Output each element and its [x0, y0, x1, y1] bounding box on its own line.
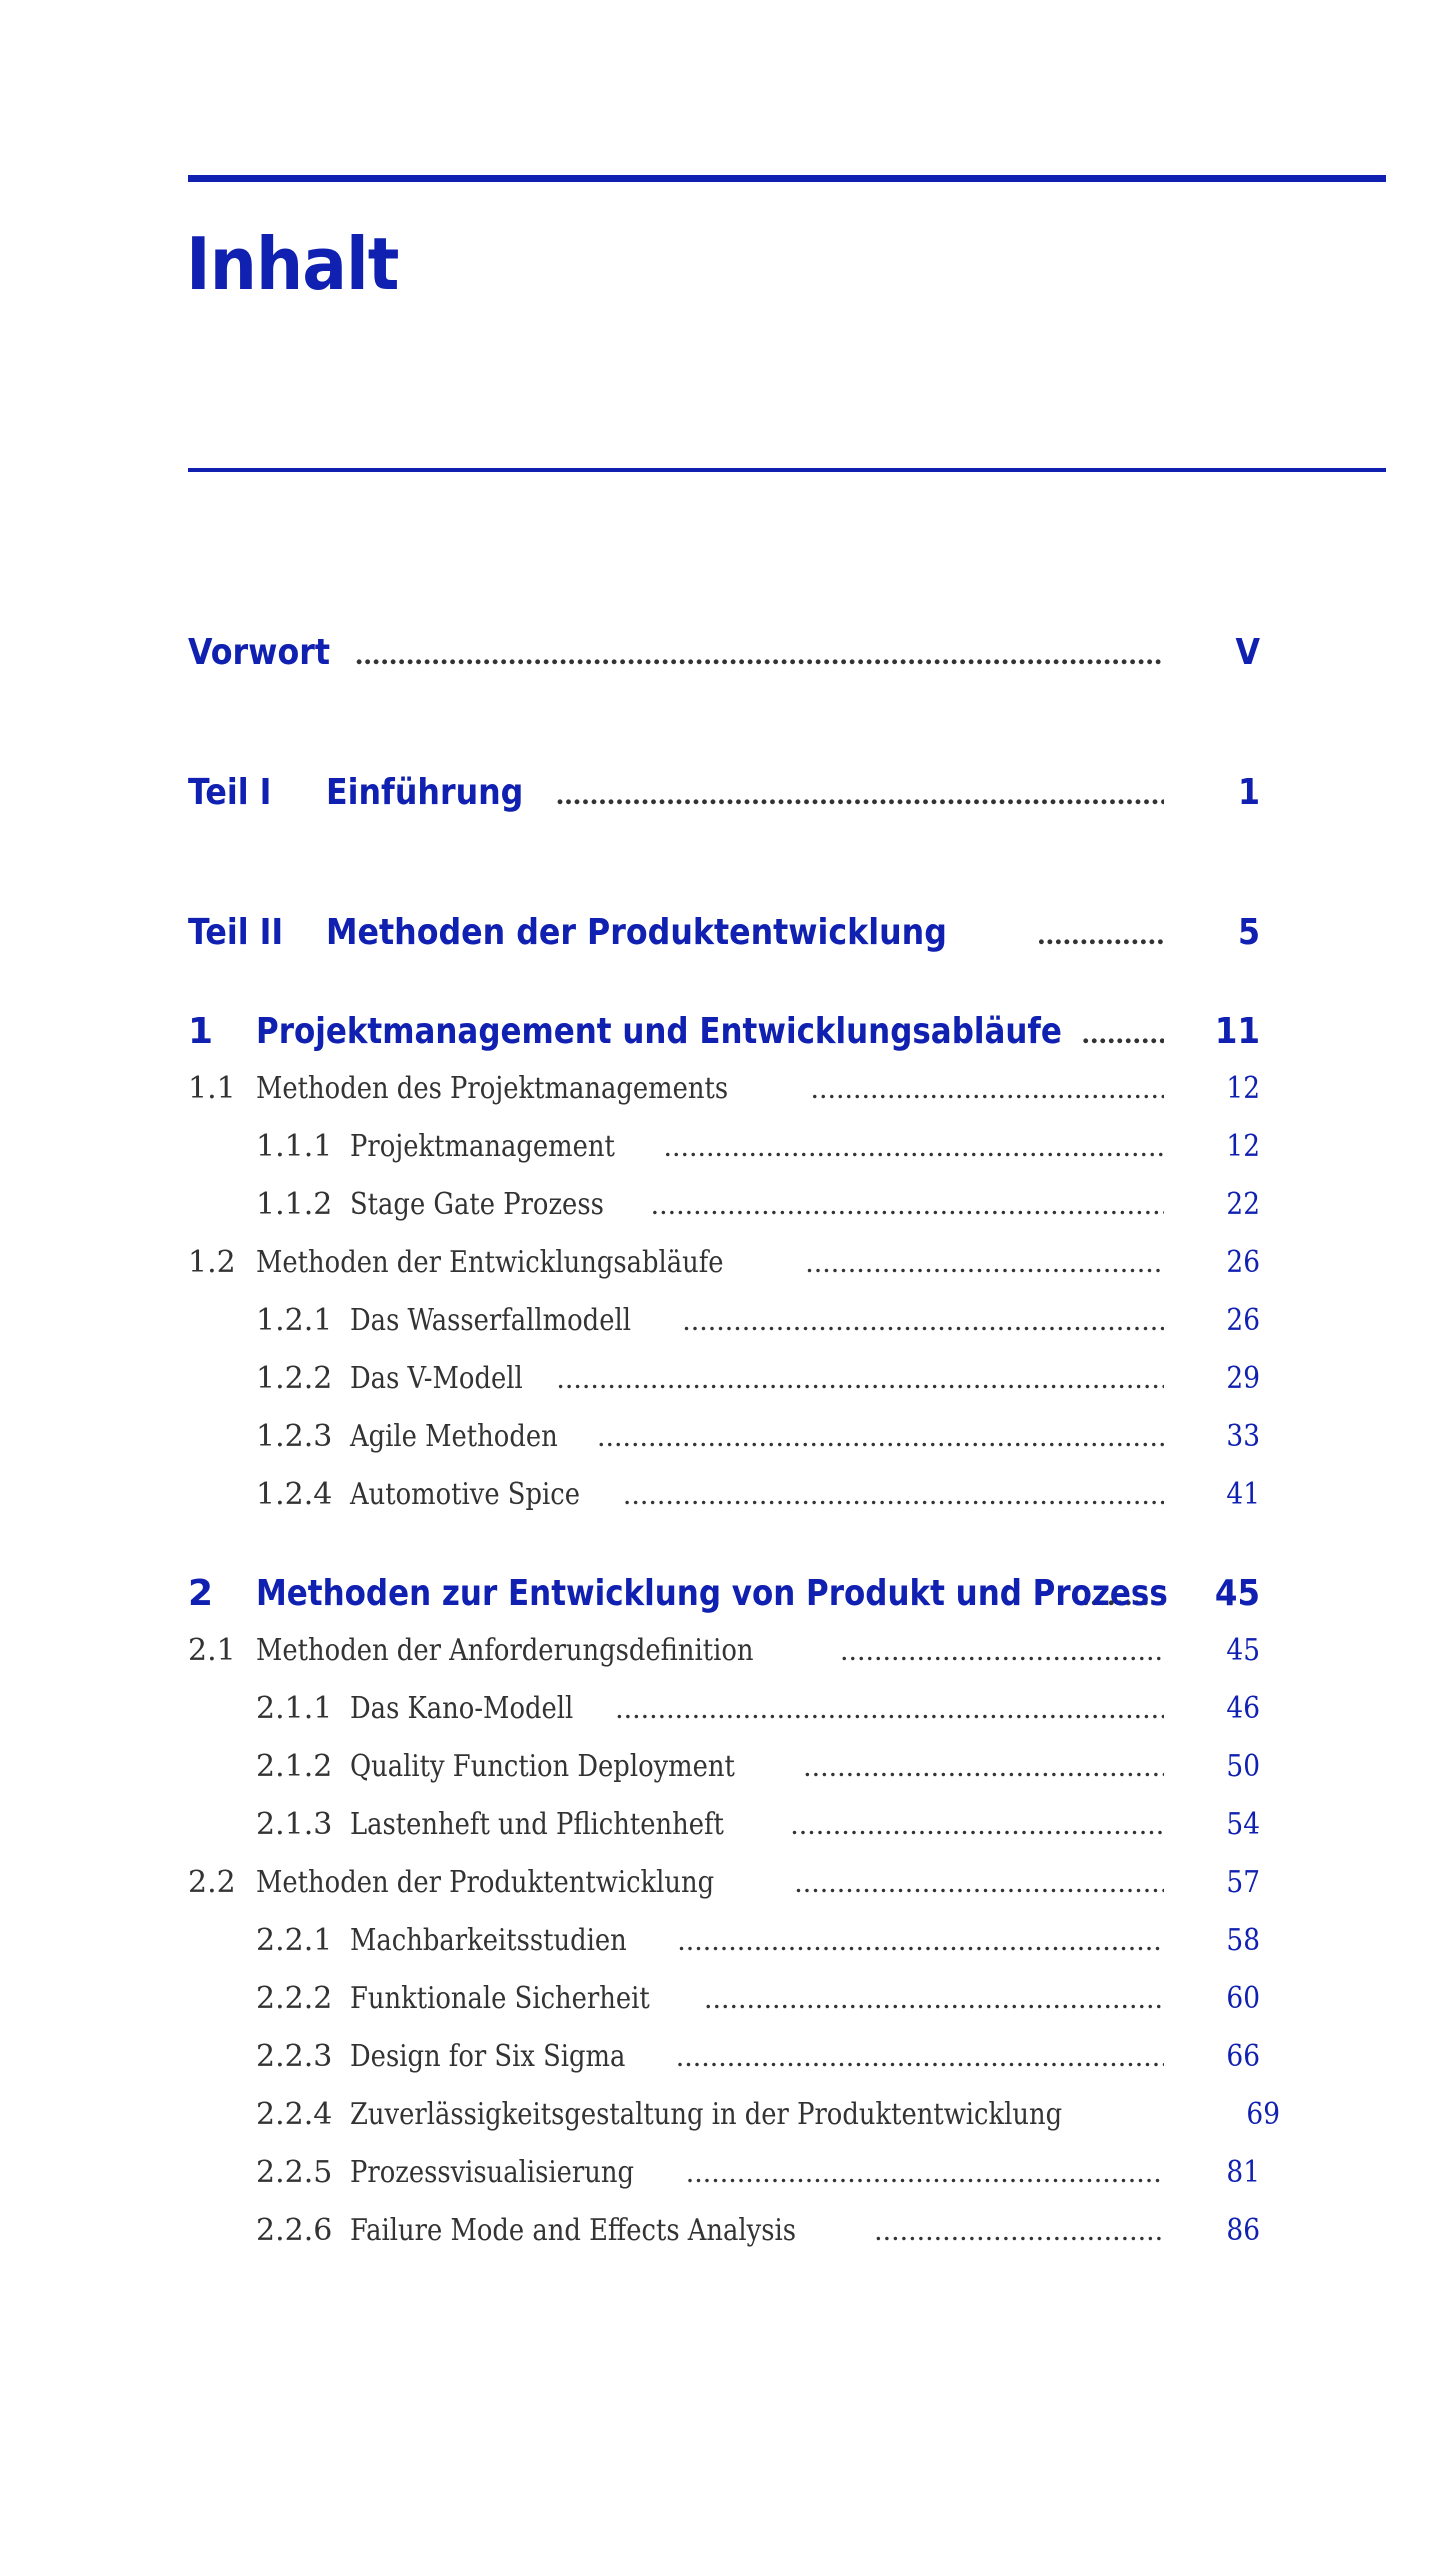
toc-entry-number: 2.1.2 — [256, 1749, 333, 1784]
toc-entry-label: Methoden des Projektmanagements — [256, 1071, 729, 1106]
toc-entry-page: 81 — [1226, 2155, 1260, 2190]
toc-entry-number: 2.2.1 — [256, 1923, 333, 1958]
toc-entry-number: 2.2.3 — [256, 2039, 333, 2074]
dot-leader — [556, 778, 1164, 812]
toc-entry-number: 1 — [188, 1011, 214, 1052]
dot-leader — [686, 2156, 1164, 2190]
toc-entry-page: 46 — [1226, 1691, 1260, 1726]
toc-entry-page: 54 — [1226, 1807, 1260, 1842]
toc-entry-page: 1 — [1237, 772, 1260, 813]
toc-entry-page: 45 — [1226, 1633, 1260, 1668]
title-rule — [188, 468, 1386, 472]
toc-entry-section-2-2-1[interactable] — [256, 1923, 1260, 1973]
toc-entry-number: 1.1.2 — [256, 1187, 333, 1222]
toc-entry-page: 11 — [1214, 1011, 1260, 1052]
toc-entry-vorwort[interactable] — [188, 632, 1260, 682]
dot-leader — [1038, 918, 1164, 952]
toc-entry-section-1-2-2[interactable] — [256, 1361, 1260, 1411]
toc-entry-label: Stage Gate Prozess — [350, 1187, 604, 1222]
toc-entry-section-1-2[interactable] — [188, 1245, 1260, 1295]
toc-entry-number: 2 — [188, 1573, 214, 1614]
dot-leader — [795, 1866, 1164, 1900]
dot-leader — [791, 1808, 1164, 1842]
toc-entry-number: 2.2.4 — [256, 2097, 333, 2132]
toc-entry-page: 66 — [1226, 2039, 1260, 2074]
toc-entry-teil-1[interactable] — [188, 772, 1260, 822]
toc-entry-section-2-2-3[interactable] — [256, 2039, 1260, 2089]
toc-entry-number: 1.2 — [188, 1245, 236, 1280]
toc-entry-section-2-2-4[interactable] — [256, 2097, 1281, 2147]
toc-entry-number: 2.2 — [188, 1865, 236, 1900]
dot-leader — [623, 1478, 1164, 1512]
toc-entry-page: 26 — [1226, 1245, 1260, 1280]
dot-leader — [664, 1130, 1164, 1164]
page-title: Inhalt — [186, 222, 399, 306]
toc-entry-label: Agile Methoden — [350, 1419, 558, 1454]
toc-entry-section-2-1[interactable] — [188, 1633, 1260, 1683]
toc-entry-number: 2.2.5 — [256, 2155, 333, 2190]
dot-leader — [676, 2040, 1164, 2074]
toc-entry-section-1-2-3[interactable] — [256, 1419, 1260, 1469]
toc-entry-page: V — [1235, 632, 1260, 673]
toc-entry-section-1-1[interactable] — [188, 1071, 1260, 1121]
toc-entry-page: 26 — [1226, 1303, 1260, 1338]
toc-entry-number: 2.1.3 — [256, 1807, 333, 1842]
dot-leader — [806, 1246, 1164, 1280]
dot-leader — [355, 638, 1164, 672]
toc-entry-page: 86 — [1226, 2213, 1260, 2248]
toc-entry-section-1-2-4[interactable] — [256, 1477, 1260, 1527]
top-rule — [188, 175, 1386, 182]
toc-entry-label: Projektmanagement und Entwicklungsabläufe — [256, 1011, 1062, 1052]
toc-entry-page: 57 — [1226, 1865, 1260, 1900]
toc-entry-page: 58 — [1226, 1923, 1260, 1958]
toc-entry-label: Methoden zur Entwicklung von Produkt und Prozess — [256, 1573, 1168, 1614]
toc-entry-label: Das V-Modell — [350, 1361, 523, 1396]
toc-entry-label: Einführung — [326, 772, 524, 813]
toc-entry-number: Teil II — [188, 912, 284, 953]
toc-entry-chapter-1[interactable] — [188, 1011, 1260, 1061]
toc-entry-section-2-2-2[interactable] — [256, 1981, 1260, 2031]
toc-entry-number: 2.2.6 — [256, 2213, 333, 2248]
toc-entry-label: Methoden der Anforderungsdefinition — [256, 1633, 754, 1668]
toc-entry-label: Vorwort — [188, 632, 330, 673]
toc-entry-number: 2.2.2 — [256, 1981, 333, 2016]
toc-entry-label: Funktionale Sicherheit — [350, 1981, 650, 2016]
toc-entry-number: 2.1.1 — [256, 1691, 333, 1726]
toc-entry-section-2-2-5[interactable] — [256, 2155, 1260, 2205]
dot-leader — [598, 1420, 1164, 1454]
toc-entry-number: 2.1 — [188, 1633, 236, 1668]
toc-entry-label: Methoden der Produktentwicklung — [256, 1865, 715, 1900]
toc-entry-number: 1.2.3 — [256, 1419, 333, 1454]
toc-entry-number: 1.2.1 — [256, 1303, 333, 1338]
toc-entry-page: 12 — [1226, 1071, 1260, 1106]
toc-entry-label: Methoden der Entwicklungsabläufe — [256, 1245, 724, 1280]
toc-entry-label: Lastenheft und Pflichtenheft — [350, 1807, 724, 1842]
toc-entry-page: 69 — [1246, 2097, 1281, 2132]
toc-entry-section-2-1-2[interactable] — [256, 1749, 1260, 1799]
toc-entry-number: 1.1 — [188, 1071, 236, 1106]
toc-entry-section-2-2-6[interactable] — [256, 2213, 1260, 2263]
toc-entry-page: 33 — [1226, 1419, 1260, 1454]
toc-entry-label: Zuverlässigkeitsgestaltung in der Produktentwicklung — [350, 2097, 1063, 2132]
toc-entry-label: Automotive Spice — [350, 1477, 580, 1512]
toc-entry-page: 29 — [1226, 1361, 1260, 1396]
toc-entry-label: Machbarkeitsstudien — [350, 1923, 627, 1958]
toc-entry-section-1-1-2[interactable] — [256, 1187, 1260, 1237]
toc-entry-number: 1.1.1 — [256, 1129, 333, 1164]
toc-entry-number: Teil I — [188, 772, 272, 813]
toc-entry-label: Das Kano-Modell — [350, 1691, 574, 1726]
dot-leader — [683, 1304, 1164, 1338]
toc-entry-section-1-1-1[interactable] — [256, 1129, 1260, 1179]
toc-entry-page: 50 — [1226, 1749, 1260, 1784]
toc-entry-section-2-1-1[interactable] — [256, 1691, 1260, 1741]
toc-entry-number: 1.2.4 — [256, 1477, 333, 1512]
dot-leader — [557, 1362, 1164, 1396]
toc-entry-chapter-2[interactable] — [188, 1573, 1260, 1623]
toc-entry-page: 45 — [1214, 1573, 1260, 1614]
dot-leader — [875, 2214, 1164, 2248]
dot-leader — [678, 1924, 1164, 1958]
toc-entry-page: 12 — [1226, 1129, 1260, 1164]
toc-entry-page: 5 — [1237, 912, 1260, 953]
toc-entry-section-1-2-1[interactable] — [256, 1303, 1260, 1353]
toc-entry-label: Das Wasserfallmodell — [350, 1303, 631, 1338]
toc-entry-page: 60 — [1226, 1981, 1260, 2016]
toc-entry-label: Prozessvisualisierung — [350, 2155, 634, 2190]
dot-leader — [841, 1634, 1164, 1668]
toc-entry-label: Quality Function Deployment — [350, 1749, 735, 1784]
dot-leader — [705, 1982, 1164, 2016]
toc-entry-label: Design for Six Sigma — [350, 2039, 626, 2074]
toc-entry-teil-2[interactable] — [188, 912, 1260, 962]
dot-leader — [811, 1072, 1164, 1106]
toc-entry-label: Failure Mode and Effects Analysis — [350, 2213, 796, 2248]
toc-entry-number: 1.2.2 — [256, 1361, 333, 1396]
dot-leader — [804, 1750, 1164, 1784]
toc-entry-page: 41 — [1226, 1477, 1260, 1512]
toc-entry-section-2-2[interactable] — [188, 1865, 1260, 1915]
dot-leader — [1082, 1017, 1164, 1051]
toc-entry-page: 22 — [1226, 1187, 1260, 1222]
toc-entry-label: Projektmanagement — [350, 1129, 615, 1164]
toc-entry-section-2-1-3[interactable] — [256, 1807, 1260, 1857]
toc-entry-label: Methoden der Produktentwicklung — [326, 912, 947, 953]
dot-leader — [616, 1692, 1164, 1726]
dot-leader — [651, 1188, 1164, 1222]
